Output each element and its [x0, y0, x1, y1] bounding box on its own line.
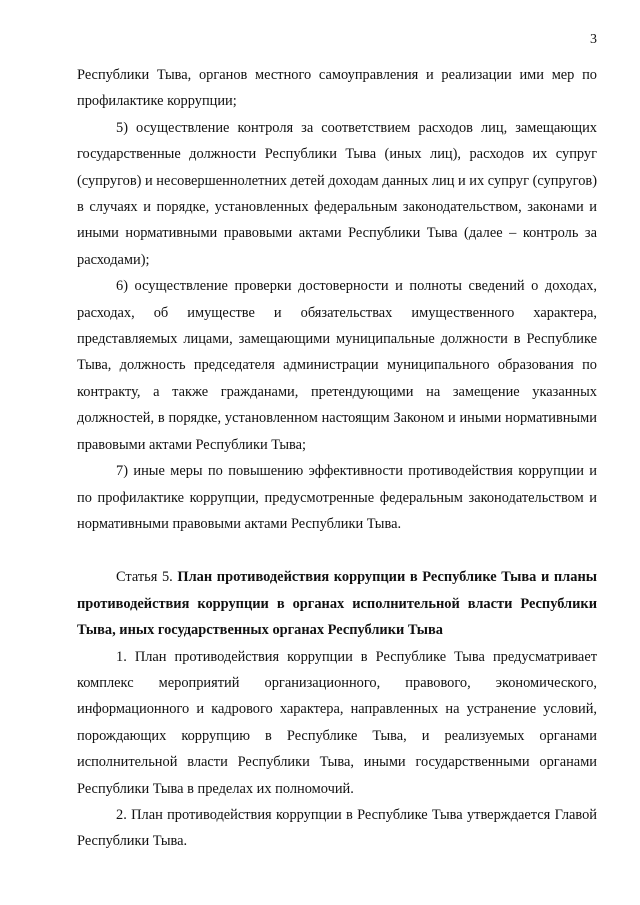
article-heading [77, 564, 597, 643]
article-number: Статья 5. [116, 569, 178, 586]
list-item-6: 6) осуществление проверки достоверности и полноты сведений о доходах, расходах, об имуществе и обязательствах имущественного характера, представляемых лицами, замещающими муниципальные должности в Республике Тыва, должность председателя администрации муниципального образования по контракту, а также гражданами, претендующими на замещение указанных должностей, в порядке, установленном настоящим Законом и иными нормативными правовыми актами Республики Тыва; [77, 278, 597, 453]
document-body [77, 62, 597, 855]
list-item-7: 7) иные меры по повышению эффективности противодействия коррупции и по профилактике коррупции, предусмотренные федеральным законодательством и нормативными правовыми актами Республики Тыва. [77, 463, 597, 532]
article-clause-1: 1. План противодействия коррупции в Республике Тыва предусматривает комплекс мероприятий организационного, правового, экономического, информационного и кадрового характера, направленных на устранение условий, порождающих коррупцию в Республике Тыва, и реализуемых органами исполнительной власти Республики Тыва, иными государственными органами Республики Тыва в пределах их полномочий. [77, 648, 597, 797]
list-item-5: 5) осуществление контроля за соответствием расходов лиц, замещающих государственные должности Республики Тыва (иных лиц), расходов их супруг (супругов) и несовершеннолетних детей доходам данных лиц и их супруг (супругов) в случаях и порядке, установленных федеральным законодательством, законами и иными нормативными правовыми актами Республики Тыва (далее – контроль за расходами); [77, 119, 597, 268]
page-number: 3 [590, 32, 597, 47]
paragraph-continuation: Республики Тыва, органов местного самоуправления и реализации ими мер по профилактике коррупции; [77, 67, 597, 110]
article-clause-2: 2. План противодействия коррупции в Республике Тыва утверждается Главой Республики Тыва. [77, 806, 597, 850]
article-title: План противодействия коррупции в Республике Тыва и планы противодействия коррупции в органах исполнительной власти Республики Тыва, иных государственных органах Республики Тыва [77, 569, 597, 639]
